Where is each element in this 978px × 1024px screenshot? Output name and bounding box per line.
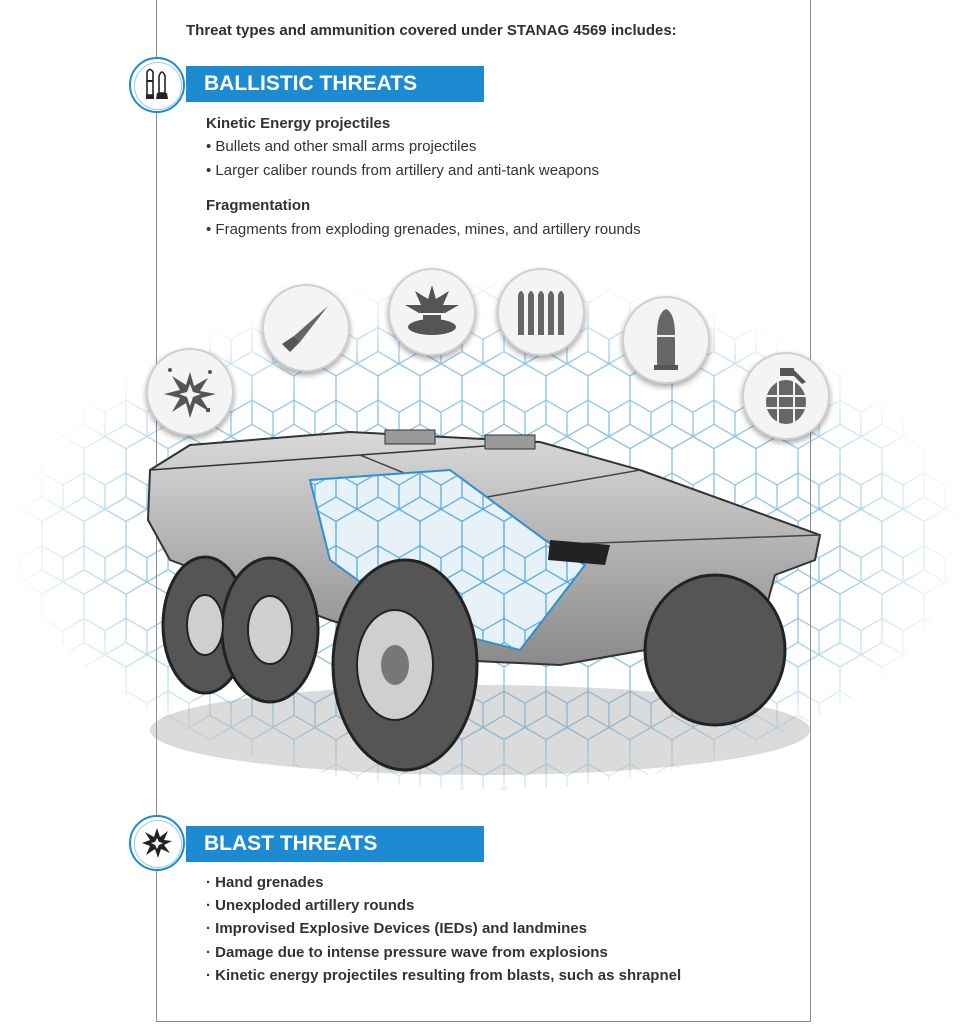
- grenade-icon: [742, 352, 830, 440]
- blast-threats-title: BLAST THREATS: [204, 832, 378, 855]
- bullet-item: • Fragments from exploding grenades, mines, and artillery rounds: [206, 221, 641, 238]
- blast-list-item: · Unexploded artillery rounds: [206, 897, 415, 914]
- intro-text: Threat types and ammunition covered under STANAG 4569 includes:: [186, 22, 677, 39]
- ballistic-threats-title: BALLISTIC THREATS: [204, 72, 418, 95]
- bullet-icon: [622, 296, 710, 384]
- bullet-item: • Bullets and other small arms projectiles: [206, 138, 477, 155]
- blast-threats-header: [186, 826, 484, 862]
- blast-list-item: · Improvised Explosive Devices (IEDs) and landmines: [206, 920, 587, 937]
- explosion-icon: [141, 827, 173, 859]
- fragmentation-title: Fragmentation: [206, 197, 311, 214]
- projectile-icon: [262, 284, 350, 372]
- ballistic-badge: [129, 57, 185, 113]
- explosion-fragments-icon: [146, 348, 234, 436]
- ammunition-rounds-icon: [497, 268, 585, 356]
- ballistic-threats-header: [186, 66, 484, 102]
- vehicle-illustration: [0, 240, 978, 815]
- kinetic-energy-title: Kinetic Energy projectiles: [206, 115, 391, 132]
- blast-list-item: · Kinetic energy projectiles resulting from blasts, such as shrapnel: [206, 967, 682, 984]
- blast-list-item: · Damage due to intense pressure wave from explosions: [206, 944, 608, 961]
- blast-list-item: · Hand grenades: [206, 874, 324, 891]
- blast-badge: [129, 815, 185, 871]
- landmine-icon: [388, 268, 476, 356]
- bullet-item: • Larger caliber rounds from artillery and anti-tank weapons: [206, 162, 599, 179]
- bullets-icon: [141, 68, 173, 102]
